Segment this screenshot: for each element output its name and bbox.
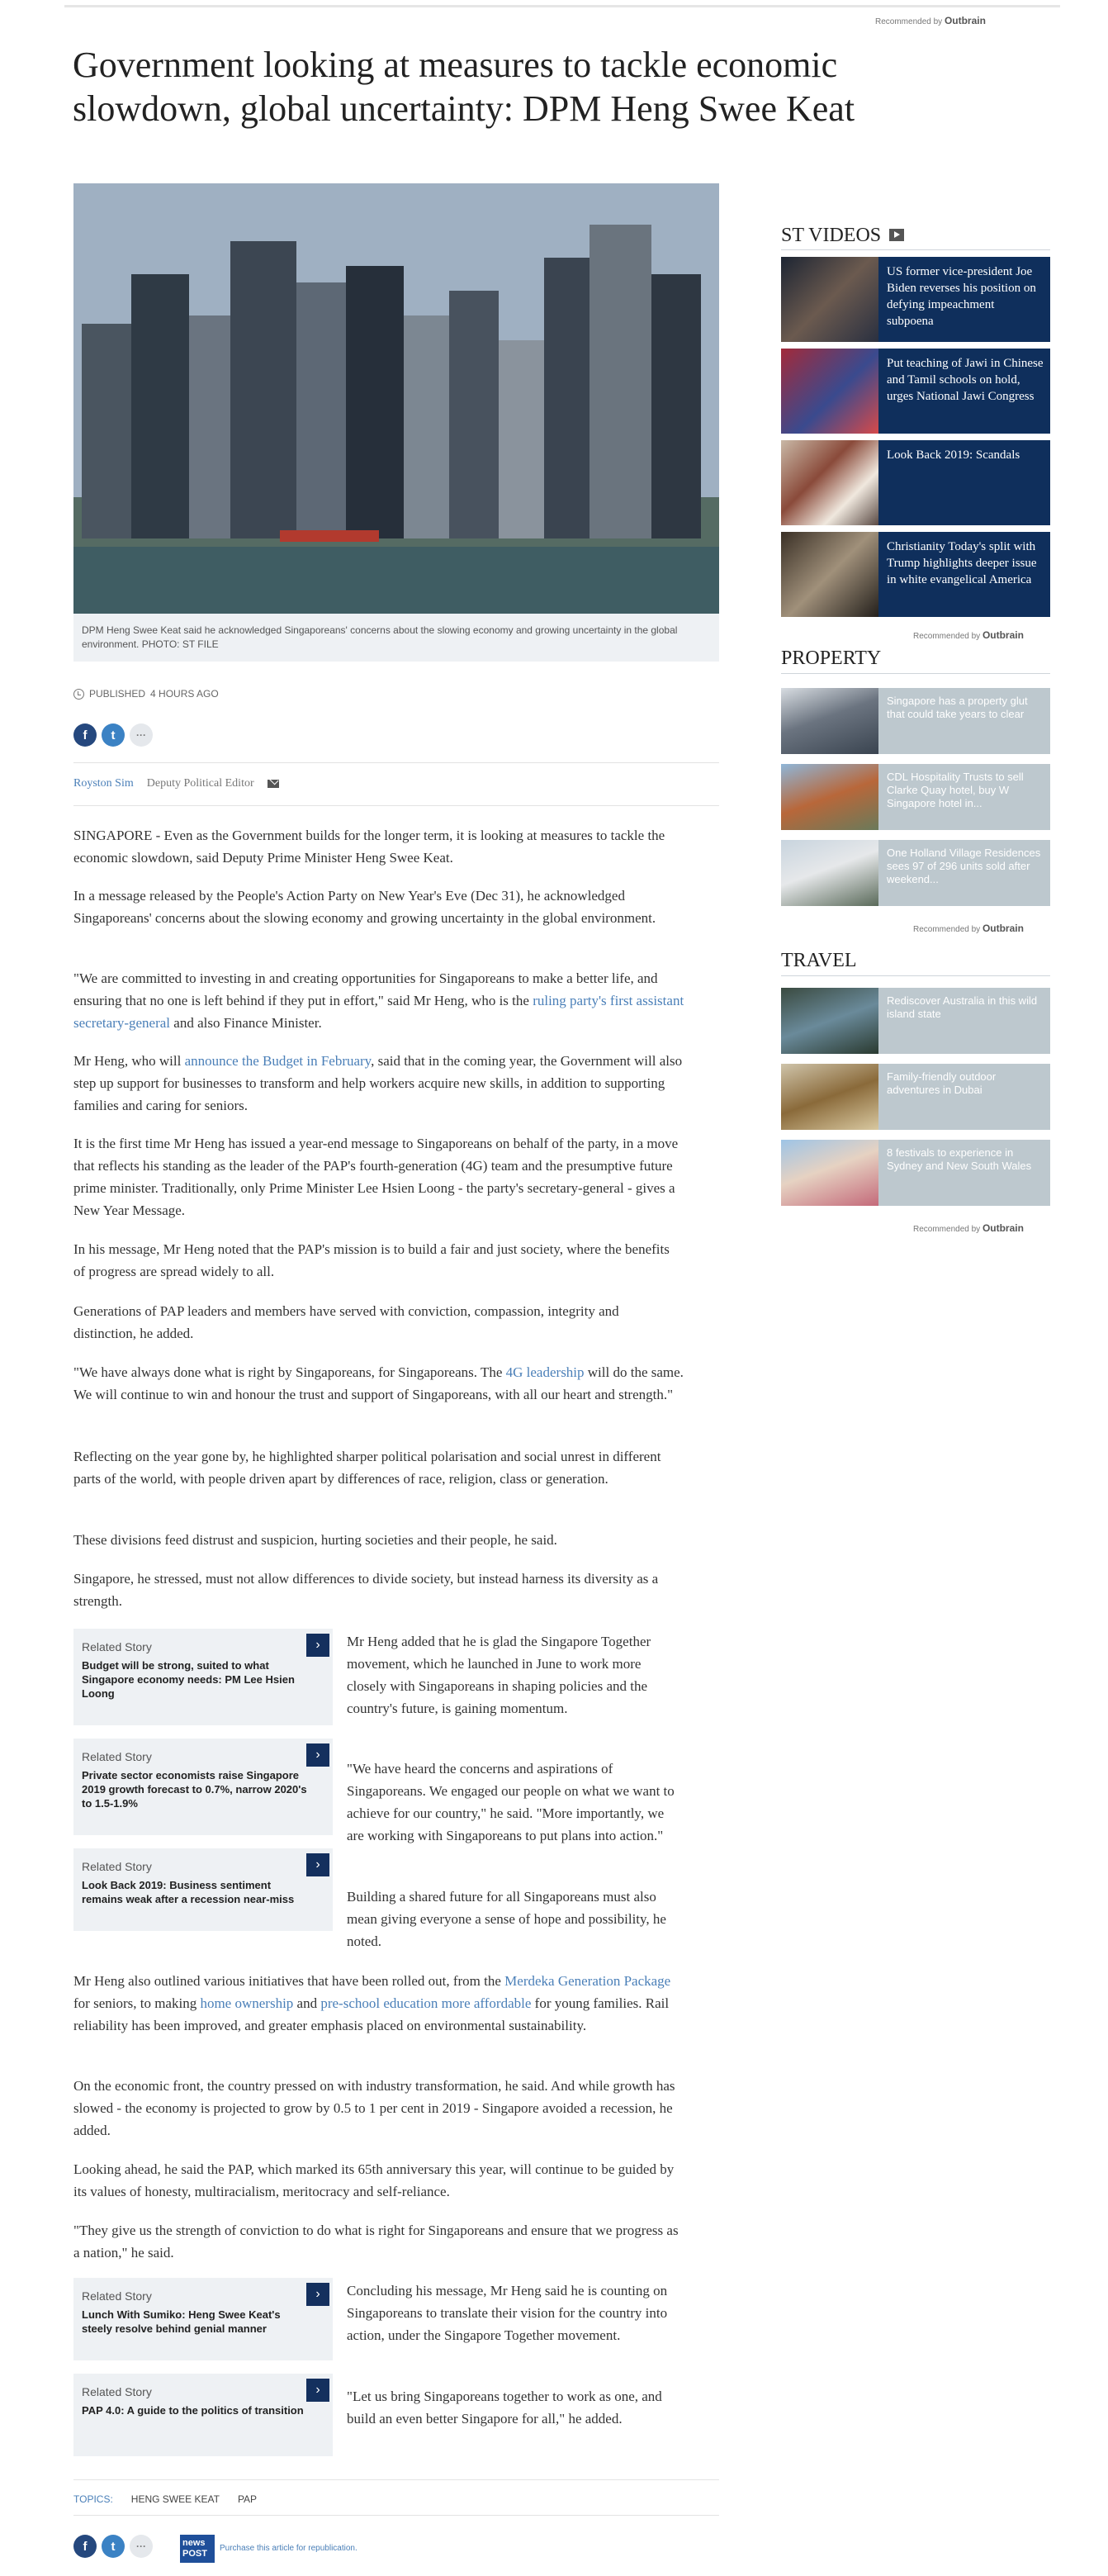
outbrain-recommended[interactable]	[913, 629, 1024, 641]
article-headline: Government looking at measures to tackle economic slowdown, global uncertainty: DPM Heng Swee Keat	[73, 45, 855, 129]
travel-title: 8 festivals to experience in Sydney and New South Wales	[887, 1146, 1032, 1172]
section-divider	[781, 249, 1050, 250]
inline-link[interactable]: Merdeka Generation Package	[504, 1973, 671, 1989]
travel-thumbnail	[781, 1064, 878, 1130]
byline-divider-bottom	[73, 805, 719, 806]
paragraph: "They give us the strength of conviction to do what is right for Singaporeans and ensure that we progress as a nation," he said.	[73, 2223, 679, 2261]
related-label: Related Story	[82, 2289, 152, 2303]
outbrain-logo: Outbrain	[982, 1222, 1024, 1234]
related-story-card[interactable]	[73, 2278, 333, 2360]
property-title: Singapore has a property glut that could take years to clear	[887, 695, 1028, 720]
paragraph	[73, 1361, 684, 1406]
text-run: will do the same. We will continue to win and honour the trust and support of Singaporeans, with all our heart and strength."	[73, 1364, 684, 1402]
topics-divider-bottom	[73, 2515, 719, 2516]
paragraph: "We have heard the concerns and aspirations of Singaporeans. We engaged our people on what we want to achieve for our country," he said. "More importantly, we are working with Singaporeans to put plans into action."	[347, 1761, 675, 1843]
paragraph	[73, 1970, 684, 2037]
topics-divider	[73, 2479, 719, 2480]
videos-section-title	[781, 225, 904, 247]
skyline-illustration	[73, 183, 719, 614]
inline-link[interactable]: pre-school education more affordable	[320, 1995, 532, 2011]
image-caption: DPM Heng Swee Keat said he acknowledged Singaporeans' concerns about the slowing economy and growing uncertainty in the global environment. PHOTO: ST FILE	[73, 614, 719, 662]
published-time: 4 HOURS AGO	[150, 688, 219, 700]
property-thumbnail	[781, 840, 878, 906]
paragraph: Concluding his message, Mr Heng said he is counting on Singaporeans to translate their vision for the country into action, under the Singapore Together movement.	[347, 2283, 668, 2343]
twitter-share-icon[interactable]: t	[102, 2535, 125, 2558]
chevron-right-icon[interactable]: ›	[306, 1634, 329, 1657]
video-card[interactable]	[781, 257, 1050, 342]
recommended-label: Recommended by	[913, 1225, 981, 1234]
property-section-title: PROPERTY	[781, 648, 882, 669]
video-card[interactable]	[781, 440, 1050, 525]
travel-card[interactable]	[781, 988, 1050, 1054]
text-run: "We have always done what is right by Singaporeans, for Singaporeans. The	[73, 1364, 506, 1380]
travel-thumbnail	[781, 988, 878, 1054]
videos-title: ST VIDEOS	[781, 225, 882, 246]
paragraph: Building a shared future for all Singaporeans must also mean giving everyone a sense of hope and possibility, he noted.	[347, 1889, 666, 1949]
inline-link[interactable]: ruling party's first assistant secretary-general	[73, 993, 684, 1031]
clock-icon	[73, 689, 84, 700]
paragraph: Singapore, he stressed, must not allow differences to divide society, but instead harness its diversity as a strength.	[73, 1571, 659, 1609]
inline-link[interactable]: home ownership	[200, 1995, 294, 2011]
text-run: for seniors, to making	[73, 1995, 201, 2011]
paragraph: In a message released by the People's Action Party on New Year's Eve (Dec 31), he acknowledged Singaporeans' concerns about the slowing economy and growing uncertainty in the global environment.	[73, 888, 656, 926]
published-info	[73, 688, 219, 700]
text-run: Mr Heng, who will	[73, 1053, 185, 1069]
paragraph: In his message, Mr Heng noted that the PAP's mission is to build a fair and just society, where the benefits of progress are spread widely to all.	[73, 1241, 670, 1279]
text-run: and also Finance Minister.	[170, 1015, 322, 1031]
travel-card[interactable]	[781, 1064, 1050, 1130]
share-bar-top	[73, 723, 153, 747]
video-title: Put teaching of Jawi in Chinese and Tamil schools on hold, urges National Jawi Congress	[887, 357, 1044, 403]
share-bar-bottom	[73, 2535, 153, 2558]
property-title: CDL Hospitality Trusts to sell Clarke Quay hotel, buy W Singapore hotel in...	[887, 771, 1024, 809]
related-label: Related Story	[82, 1640, 152, 1653]
text-run: and	[293, 1995, 321, 2011]
related-title: Lunch With Sumiko: Heng Swee Keat's steely resolve behind genial manner	[82, 2308, 281, 2335]
outbrain-recommended[interactable]	[913, 923, 1024, 934]
hero-image	[73, 183, 719, 614]
newspost-text: Purchase this article for republication.	[220, 2544, 357, 2553]
video-thumbnail	[781, 440, 878, 525]
chevron-right-icon[interactable]: ›	[306, 1743, 329, 1767]
section-divider	[781, 673, 1050, 674]
travel-card[interactable]	[781, 1140, 1050, 1206]
video-thumbnail	[781, 349, 878, 434]
property-card[interactable]	[781, 764, 1050, 830]
paragraph	[73, 1050, 684, 1117]
paragraph	[73, 967, 684, 1034]
related-title: Private sector economists raise Singapore 2019 growth forecast to 0.7%, narrow 2020's to 1.5-1.9%	[82, 1769, 307, 1810]
chevron-right-icon[interactable]: ›	[306, 2283, 329, 2306]
paragraph: It is the first time Mr Heng has issued a year-end message to Singaporeans on behalf of the party, in a move that reflects his standing as the leader of the PAP's fourth-generation (4G) team and the presumptive future prime minister. Traditionally, only Prime Minister Lee Hsien Loong - the party's secretary-general - gives a New Year Message.	[73, 1136, 679, 1218]
property-thumbnail	[781, 764, 878, 830]
newspost-logo-line: news	[182, 2538, 206, 2548]
paragraph: Mr Heng added that he is glad the Singapore Together movement, which he launched in June to work more closely with Singaporeans in shaping policies and the country's future, is gaining momentum.	[347, 1634, 651, 1716]
related-label: Related Story	[82, 1860, 152, 1873]
inline-link[interactable]: 4G leadership	[505, 1364, 585, 1380]
recommended-label: Recommended by	[875, 17, 943, 26]
related-title: Budget will be strong, suited to what Singapore economy needs: PM Lee Hsien Loong	[82, 1659, 295, 1700]
paragraph: Generations of PAP leaders and members have served with conviction, compassion, integrity and distinction, he added.	[73, 1303, 619, 1341]
related-label: Related Story	[82, 2385, 152, 2398]
text-run: , said that in the coming year, the Government will also step up support for businesses to transform and help workers acquire new skills, in addition to supporting families and caring for seniors.	[73, 1053, 683, 1113]
byline	[73, 777, 279, 790]
recommended-label: Recommended by	[913, 632, 981, 641]
top-divider	[64, 5, 1060, 7]
outbrain-recommended[interactable]	[875, 15, 986, 26]
inline-link[interactable]: announce the Budget in February	[184, 1053, 372, 1069]
related-story-card[interactable]	[73, 2374, 333, 2456]
newspost-logo	[180, 2535, 215, 2563]
paragraph: SINGAPORE - Even as the Government builds for the longer term, it is looking at measures to tackle the economic slowdown, said Deputy Prime Minister Heng Swee Keat.	[73, 828, 665, 866]
video-card[interactable]	[781, 532, 1050, 617]
outbrain-logo: Outbrain	[982, 629, 1024, 641]
topic-tag[interactable]: PAP	[237, 2493, 258, 2505]
property-card[interactable]	[781, 840, 1050, 906]
property-title: One Holland Village Residences sees 97 of 296 units sold after weekend...	[887, 847, 1041, 885]
related-story-card[interactable]	[73, 1848, 333, 1931]
paragraph: Reflecting on the year gone by, he highlighted sharper political polarisation and social unrest in different parts of the world, with people driven apart by differences of race, religion, class or generation.	[73, 1449, 661, 1487]
chevron-right-icon[interactable]: ›	[306, 2379, 329, 2402]
more-share-icon[interactable]: ···	[130, 723, 153, 747]
author-link[interactable]: Royston Sim	[73, 777, 134, 790]
video-thumbnail	[781, 257, 878, 342]
text-run: Mr Heng also outlined various initiatives that have been rolled out, from the	[73, 1973, 505, 1989]
published-label: PUBLISHED	[89, 688, 146, 700]
video-card[interactable]	[781, 349, 1050, 434]
related-story-card[interactable]	[73, 1739, 333, 1835]
newspost-republish[interactable]	[180, 2535, 360, 2563]
paragraph: "Let us bring Singaporeans together to work as one, and build an even better Singapore for all," he added.	[347, 2389, 662, 2427]
paragraph: Looking ahead, he said the PAP, which marked its 65th anniversary this year, will continue to be guided by its values of honesty, multiracialism, meritocracy and self-reliance.	[73, 2161, 675, 2199]
text-run: for young families. Rail reliability has been improved, and greater emphasis placed on environmental sustainability.	[73, 1995, 670, 2033]
topic-tag[interactable]: HENG SWEE KEAT	[130, 2493, 220, 2505]
related-title: PAP 4.0: A guide to the politics of transition	[82, 2404, 304, 2417]
travel-section-title: TRAVEL	[781, 950, 857, 971]
travel-title: Rediscover Australia in this wild island state	[887, 994, 1038, 1020]
related-label: Related Story	[82, 1750, 152, 1763]
play-icon	[889, 229, 904, 241]
facebook-share-icon[interactable]: f	[73, 723, 97, 747]
twitter-share-icon[interactable]: t	[102, 723, 125, 747]
chevron-right-icon[interactable]: ›	[306, 1853, 329, 1876]
email-icon[interactable]	[268, 780, 279, 788]
topics-label: TOPICS:	[73, 2493, 113, 2505]
outbrain-recommended[interactable]	[913, 1222, 1024, 1234]
travel-thumbnail	[781, 1140, 878, 1206]
related-title: Look Back 2019: Business sentiment remains weak after a recession near-miss	[82, 1879, 295, 1905]
author-role: Deputy Political Editor	[146, 777, 254, 790]
paragraph: On the economic front, the country pressed on with industry transformation, he said. And while growth has slowed - the economy is projected to grow by 0.5 to 1 per cent in 2019 - Singapore avoided a recession, he added.	[73, 2078, 675, 2138]
recommended-label: Recommended by	[913, 925, 981, 934]
topics-row	[73, 2493, 257, 2505]
byline-divider-top	[73, 762, 719, 763]
video-title: US former vice-president Joe Biden reverses his position on defying impeachment subpoena	[887, 265, 1036, 328]
text-run: "We are committed to investing in and creating opportunities for Singaporeans to make a better life, and ensuring that no one is left behind if they put in effort," said Mr Heng, who is the	[73, 970, 658, 1008]
video-thumbnail	[781, 532, 878, 617]
facebook-share-icon[interactable]: f	[73, 2535, 97, 2558]
video-title: Christianity Today's split with Trump highlights deeper issue in white evangelical America	[887, 540, 1037, 586]
video-title: Look Back 2019: Scandals	[887, 448, 1020, 462]
outbrain-logo: Outbrain	[982, 923, 1024, 934]
paragraph: These divisions feed distrust and suspicion, hurting societies and their people, he said.	[73, 1532, 557, 1548]
property-thumbnail	[781, 688, 878, 754]
related-story-card[interactable]	[73, 1629, 333, 1725]
travel-title: Family-friendly outdoor adventures in Dubai	[887, 1070, 997, 1096]
newspost-logo-line: POST	[182, 2549, 207, 2559]
property-card[interactable]	[781, 688, 1050, 754]
outbrain-logo: Outbrain	[944, 15, 986, 26]
section-divider	[781, 975, 1050, 976]
more-share-icon[interactable]: ···	[130, 2535, 153, 2558]
